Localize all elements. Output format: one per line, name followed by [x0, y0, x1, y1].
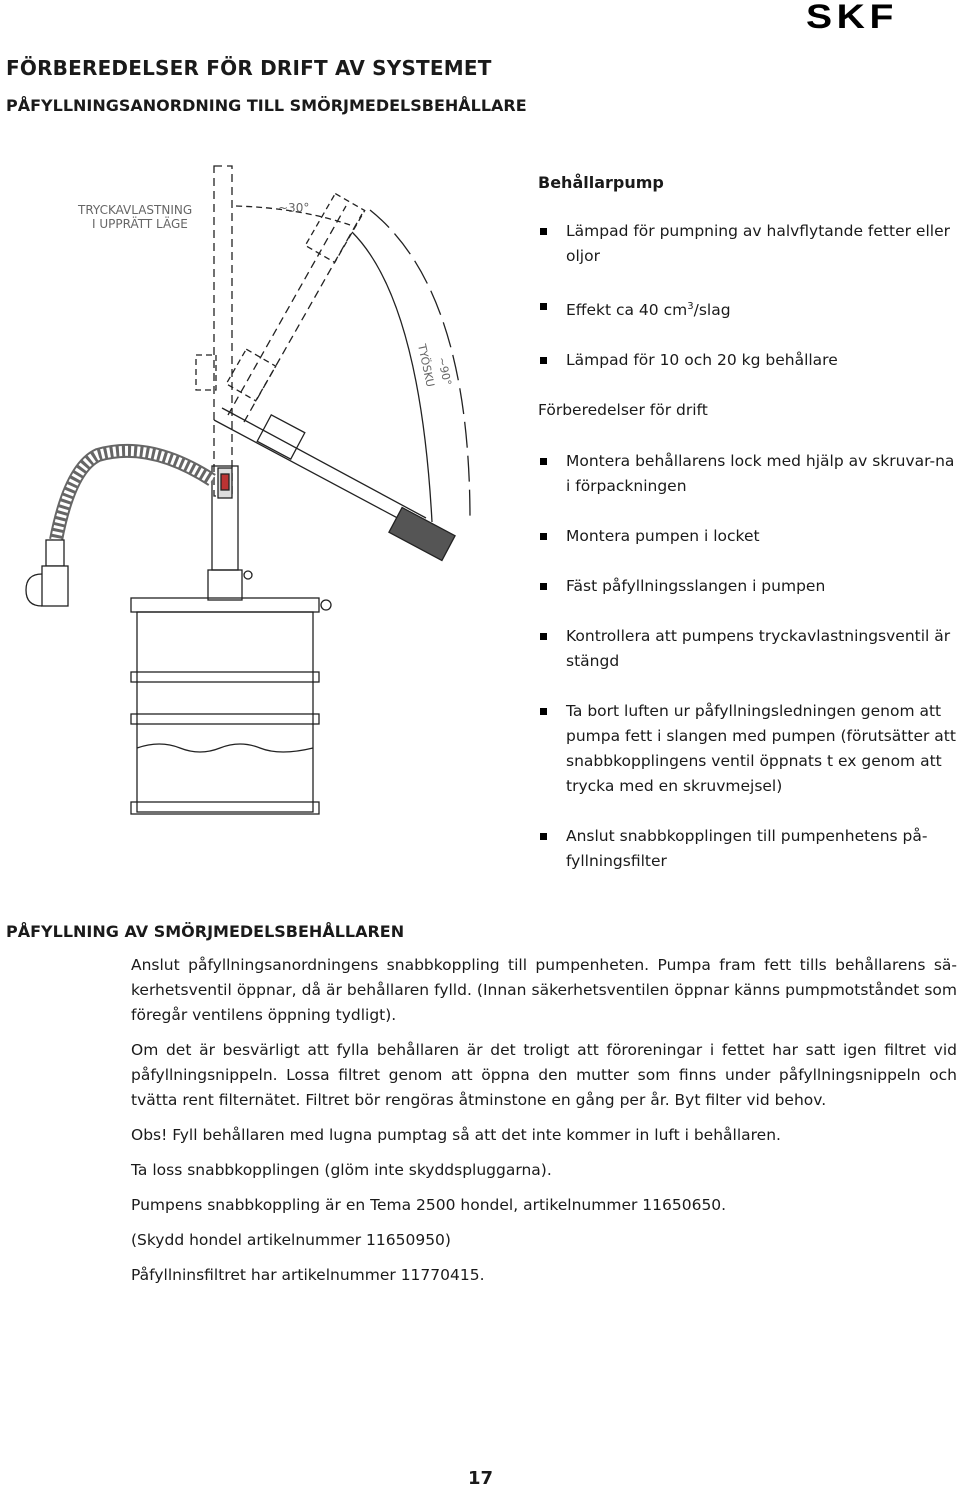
work-label: TYÖSKU: [415, 342, 437, 389]
step-item: Kontrollera att pumpens tryckavlastningsventil är stängd: [538, 624, 958, 674]
filling-heading: PÅFYLLNING AV SMÖRJMEDELSBEHÅLLAREN: [6, 922, 405, 941]
step-item: Fäst påfyllningsslangen i pumpen: [538, 574, 958, 599]
filling-paragraph: Anslut påfyllningsanordningens snabbkoppling till pumpenheten. Pumpa fram fett tills behållarens sä-kerhetsventil öppnar, då är behållaren fylld. (Innan säkerhetsventilen öppnar känns pumpmotståndet som föregår ventilens öppning tydligt).: [131, 956, 957, 1024]
prep-heading: Förberedelser för drift: [538, 401, 708, 420]
filling-paragraph: Pumpens snabbkoppling är en Tema 2500 hondel, artikelnummer 11650650.: [131, 1196, 727, 1214]
step-item: Montera pumpen i locket: [538, 524, 958, 549]
effect-sup: 3: [687, 301, 694, 312]
feature-item: Lämpad för 10 och 20 kg behållare: [538, 348, 958, 373]
page-number: 17: [468, 1468, 494, 1489]
skf-logo: SKF: [806, 0, 898, 36]
relief-label-2: I UPPRÄTT LÄGE: [92, 217, 188, 231]
effect-prefix: Effekt ca 40 cm: [566, 301, 688, 320]
pump-diagram: [0, 150, 540, 880]
relief-label-1: TRYCKAVLASTNING: [78, 203, 193, 217]
feature-item: Lämpad för pumpning av halvflytande fetter eller oljor: [538, 219, 958, 269]
pump-heading: Behållarpump: [538, 173, 664, 192]
step-item: Anslut snabbkopplingen till pumpenhetens på-fyllningsfilter: [538, 824, 958, 874]
filling-paragraph: Påfyllninsfiltret har artikelnummer 11770415.: [131, 1266, 485, 1284]
effect-item: [538, 294, 958, 323]
filling-paragraph: Obs! Fyll behållaren med lugna pumptag så att det inte kommer in luft i behållaren.: [131, 1126, 781, 1144]
page-subtitle: PÅFYLLNINGSANORDNING TILL SMÖRJMEDELSBEHÅLLARE: [6, 96, 527, 115]
step-item: Montera behållarens lock med hjälp av skruvar-na i förpackningen: [538, 449, 958, 499]
angle-90-label: ~90°: [435, 355, 454, 387]
filling-body: [131, 953, 957, 1298]
filling-paragraph: Om det är besvärligt att fylla behållaren är det troligt att föroreningar i fettet har satt igen filtret vid påfyllningsnippeln. Lossa filtret genom att öppna den mutter som finns under påfyllningsnippeln och tvätta rent filternätet. Filtret bör rengöras åtminstone en gång per år. Byt filter vid behov.: [131, 1041, 957, 1109]
filling-paragraph: Ta loss snabbkopplingen (glöm inte skyddspluggarna).: [131, 1161, 552, 1179]
filling-paragraph: (Skydd hondel artikelnummer 11650950): [131, 1231, 451, 1249]
angle-30-label: ~30°: [278, 201, 310, 215]
effect-suffix: /slag: [693, 301, 731, 320]
page-title: FÖRBEREDELSER FÖR DRIFT AV SYSTEMET: [6, 56, 492, 80]
step-item: Ta bort luften ur påfyllningsledningen genom att pumpa fett i slangen med pumpen (förutsätter att snabbkopplingens ventil öppnats t ex genom att trycka med en skruvmejsel): [538, 699, 958, 799]
pump-info: [538, 170, 958, 899]
